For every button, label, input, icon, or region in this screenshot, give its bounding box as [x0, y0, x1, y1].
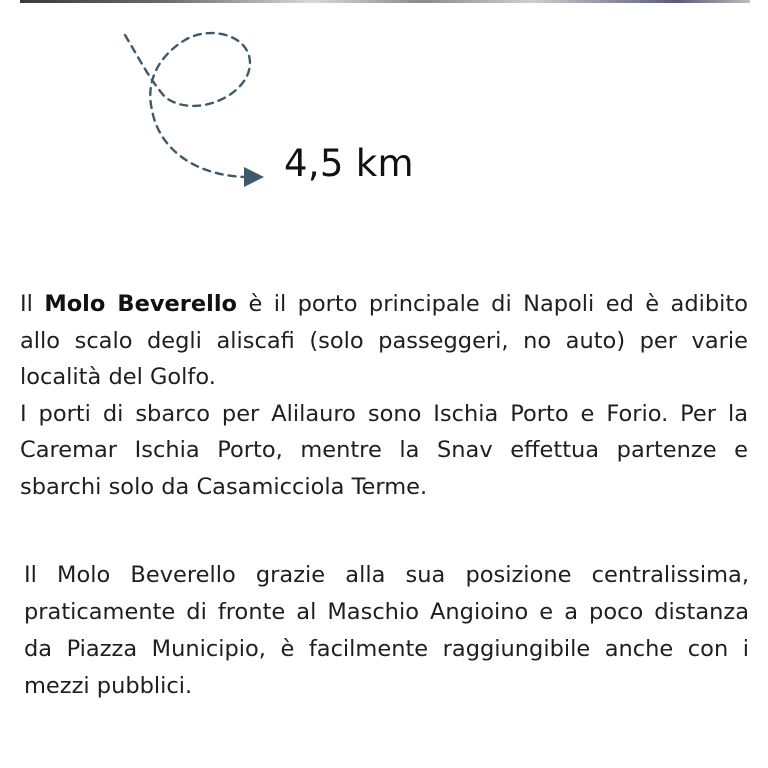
paragraph-line: Il Molo Beverello grazie alla sua posizione centralissima,	[24, 562, 749, 588]
paragraph-line: mezzi pubblici.	[24, 673, 193, 699]
paragraph-line	[20, 286, 748, 323]
molo-beverello-description	[20, 286, 748, 505]
top-image-strip	[20, 0, 750, 3]
paragraph-line: Caremar Ischia Porto, mentre la Snav effettua partenze e	[20, 437, 748, 463]
text-run: è il porto principale di Napoli ed è adibito	[237, 291, 748, 317]
distance-value: 4,5 km	[284, 142, 414, 185]
dashed-route-arrow-icon	[110, 25, 280, 200]
paragraph-line: I porti di sbarco per Alilauro sono Ischia Porto e Forio. Per la	[20, 400, 748, 427]
paragraph-line: praticamente di fronte al Maschio Angioino e a poco distanza	[24, 599, 749, 625]
paragraph-line: da Piazza Municipio, è facilmente raggiungibile anche con i	[24, 636, 749, 662]
text-run: Il	[20, 291, 45, 317]
location-description	[24, 557, 749, 705]
molo-beverello-bold: Molo Beverello	[44, 291, 238, 317]
paragraph-line: sbarchi solo da Casamicciola Terme.	[20, 473, 428, 500]
paragraph-line: allo scalo degli aliscafi (solo passeggeri, no auto) per varie	[20, 327, 748, 354]
paragraph-line: località del Golfo.	[20, 364, 216, 390]
